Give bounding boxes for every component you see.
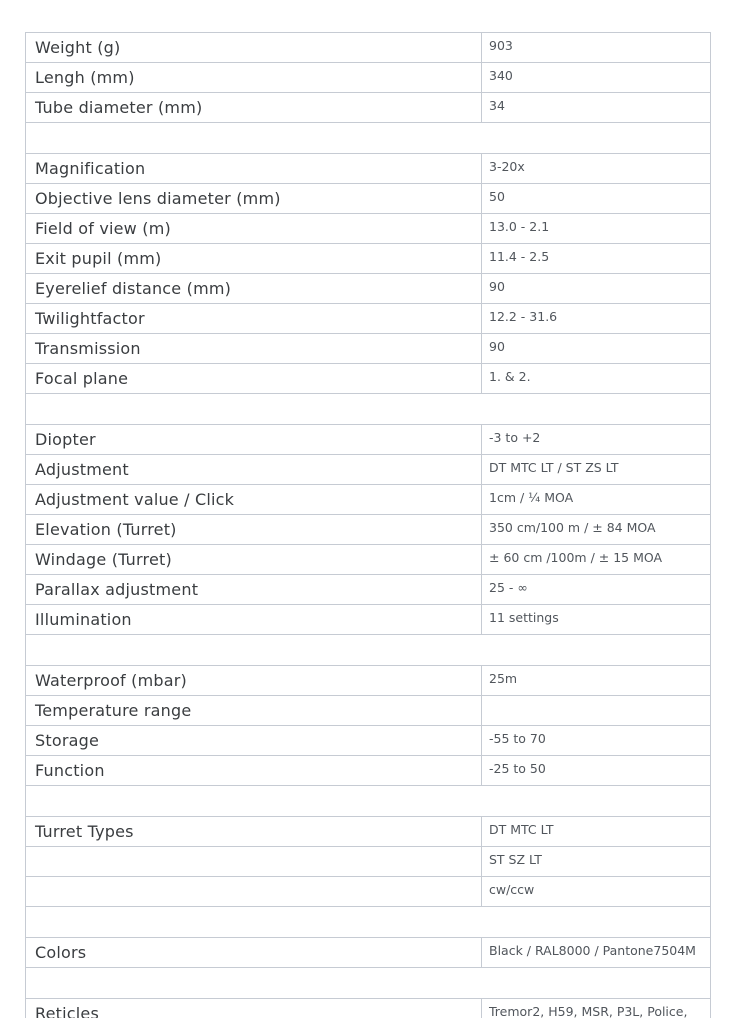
table-row — [26, 455, 711, 485]
table-row — [26, 274, 711, 304]
spacer-cell — [26, 968, 711, 999]
spec-value: DT MTC LT — [482, 817, 711, 847]
spacer-row — [26, 786, 711, 817]
spec-label: Parallax adjustment — [26, 575, 482, 605]
spec-label: Objective lens diameter (mm) — [26, 184, 482, 214]
spec-value: 25m — [482, 666, 711, 696]
spec-value: cw/ccw — [482, 877, 711, 907]
spacer-row — [26, 907, 711, 938]
spacer-row — [26, 635, 711, 666]
table-row — [26, 244, 711, 274]
spec-value: 3-20x — [482, 154, 711, 184]
table-row — [26, 364, 711, 394]
spec-label: Eyerelief distance (mm) — [26, 274, 482, 304]
table-row — [26, 334, 711, 364]
spacer-row — [26, 394, 711, 425]
table-row — [26, 756, 711, 786]
spec-label: Function — [26, 756, 482, 786]
spec-value: ± 60 cm /100m / ± 15 MOA — [482, 545, 711, 575]
table-row — [26, 877, 711, 907]
spec-value: -25 to 50 — [482, 756, 711, 786]
spacer-row — [26, 968, 711, 999]
spacer-cell — [26, 907, 711, 938]
table-row — [26, 154, 711, 184]
spacer-cell — [26, 786, 711, 817]
spec-label: Diopter — [26, 425, 482, 455]
table-row — [26, 304, 711, 334]
spec-label — [26, 877, 482, 907]
spec-value: 13.0 - 2.1 — [482, 214, 711, 244]
table-row — [26, 938, 711, 968]
spec-label: Illumination — [26, 605, 482, 635]
spec-label: Elevation (Turret) — [26, 515, 482, 545]
table-row — [26, 515, 711, 545]
table-row — [26, 485, 711, 515]
spec-table — [25, 32, 711, 1018]
table-row — [26, 214, 711, 244]
spec-label: Adjustment — [26, 455, 482, 485]
table-row — [26, 63, 711, 93]
spec-label: Lengh (mm) — [26, 63, 482, 93]
spec-value: ST SZ LT — [482, 847, 711, 877]
spec-value: 1cm / ¼ MOA — [482, 485, 711, 515]
table-row — [26, 93, 711, 123]
spec-value: -3 to +2 — [482, 425, 711, 455]
spacer-cell — [26, 123, 711, 154]
table-row — [26, 666, 711, 696]
spec-table-body — [26, 33, 711, 1018]
spec-label: Temperature range — [26, 696, 482, 726]
spec-value — [482, 696, 711, 726]
spec-value: 350 cm/100 m / ± 84 MOA — [482, 515, 711, 545]
table-row — [26, 575, 711, 605]
table-row — [26, 605, 711, 635]
spec-value: 50 — [482, 184, 711, 214]
table-row — [26, 184, 711, 214]
spec-label: Colors — [26, 938, 482, 968]
table-row — [26, 545, 711, 575]
spec-value: 1. & 2. — [482, 364, 711, 394]
spec-label: Twilightfactor — [26, 304, 482, 334]
spec-value: 11.4 - 2.5 — [482, 244, 711, 274]
spec-label: Windage (Turret) — [26, 545, 482, 575]
spec-value: 34 — [482, 93, 711, 123]
spec-value: 90 — [482, 274, 711, 304]
spec-label: Tube diameter (mm) — [26, 93, 482, 123]
spec-label: Exit pupil (mm) — [26, 244, 482, 274]
spec-label — [26, 847, 482, 877]
table-row — [26, 817, 711, 847]
spec-value: DT MTC LT / ST ZS LT — [482, 455, 711, 485]
spec-value: 25 - ∞ — [482, 575, 711, 605]
spec-label: Magnification — [26, 154, 482, 184]
spec-label: Focal plane — [26, 364, 482, 394]
table-row — [26, 847, 711, 877]
table-row — [26, 726, 711, 756]
spec-label: Weight (g) — [26, 33, 482, 63]
spec-value: 11 settings — [482, 605, 711, 635]
spacer-cell — [26, 635, 711, 666]
spec-value: 903 — [482, 33, 711, 63]
spec-label: Reticles — [26, 999, 482, 1018]
table-row — [26, 999, 711, 1018]
spec-label: Storage — [26, 726, 482, 756]
spec-label: Transmission — [26, 334, 482, 364]
table-row — [26, 696, 711, 726]
spacer-row — [26, 123, 711, 154]
spec-value: 12.2 - 31.6 — [482, 304, 711, 334]
table-row — [26, 425, 711, 455]
spec-label: Waterproof (mbar) — [26, 666, 482, 696]
spec-value: -55 to 70 — [482, 726, 711, 756]
spec-label: Turret Types — [26, 817, 482, 847]
spec-value: 340 — [482, 63, 711, 93]
spec-value: 90 — [482, 334, 711, 364]
spec-value: Black / RAL8000 / Pantone7504M — [482, 938, 711, 968]
spec-label: Adjustment value / Click — [26, 485, 482, 515]
spec-value: Tremor2, H59, MSR, P3L, Police, — [482, 999, 711, 1018]
spacer-cell — [26, 394, 711, 425]
table-row — [26, 33, 711, 63]
spec-label: Field of view (m) — [26, 214, 482, 244]
